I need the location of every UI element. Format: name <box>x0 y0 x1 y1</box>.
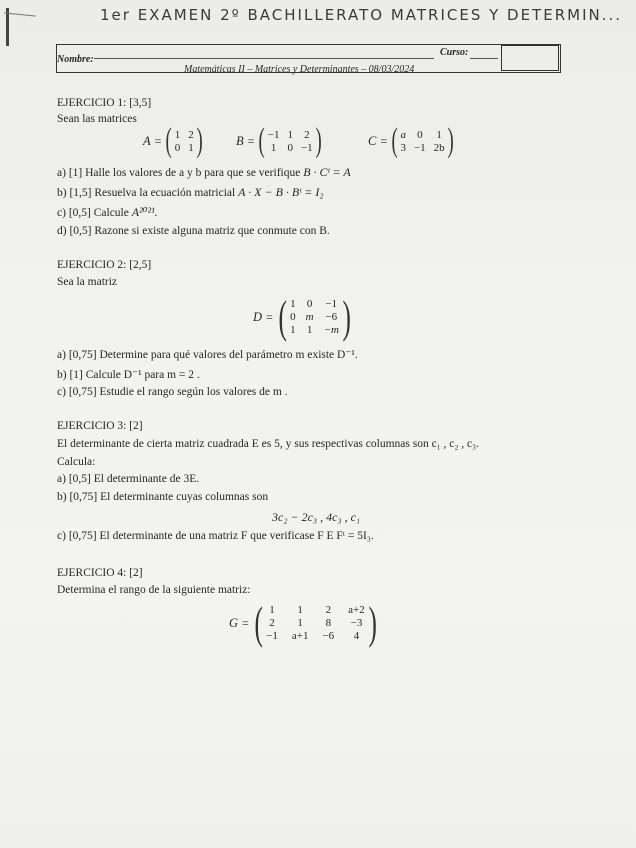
ej1-a <box>57 165 351 180</box>
matrix-cell: 8 <box>325 617 332 629</box>
matrix-cell: −1 <box>413 141 426 154</box>
ej2-b <box>57 367 200 381</box>
curso-rule <box>470 58 498 59</box>
item-marker: a) <box>57 473 66 485</box>
item-text: [0,75] El determinante de una matriz F que verificase F E Fᵗ = 5I₃. <box>68 530 374 542</box>
matrix-c-lparen: ( <box>391 122 398 159</box>
matrix-b-lparen: ( <box>258 122 266 159</box>
item-marker: a) <box>57 349 66 361</box>
matrix-d-lparen: ( <box>278 291 287 342</box>
matrix-g: G = ( 1 1 2 a+2 2 1 8 −3 −1 a+1 −6 4 ) <box>229 597 377 648</box>
matrix-cell: 0 <box>306 298 313 310</box>
matrix-b-label: B <box>236 133 244 148</box>
item-text: [1] Halle los valores de a y b para que se verifique <box>68 167 301 179</box>
item-marker: b) <box>57 369 67 381</box>
matrix-cell: 1 <box>269 604 275 616</box>
matrix-cell: 2b <box>433 141 445 154</box>
header-subtitle: Matemáticas II – Matrices y Determinantes – 08/03/2024 <box>184 64 415 75</box>
curso-box <box>501 45 559 71</box>
matrix-cell: −1 <box>300 141 313 154</box>
handwritten-title: 1er EXAMEN 2º BACHILLERATO MATRICES Y DETERMIN... <box>100 6 623 24</box>
matrix-cell: a <box>400 128 406 141</box>
matrix-c-rparen: ) <box>447 122 454 159</box>
ej3-a <box>57 473 199 485</box>
ej3-calcula: Calcula: <box>57 456 96 468</box>
matrix-cell: 4 <box>353 630 360 642</box>
matrix-g-label: G <box>229 615 239 630</box>
ej1-title: EJERCICIO 1: [3,5] <box>57 97 152 109</box>
matrix-cell: m <box>305 311 314 323</box>
matrix-cell: 1 <box>290 324 296 336</box>
matrix-c-label: C <box>368 133 377 148</box>
matrix-cell: 2 <box>188 128 194 141</box>
ej2-c <box>57 386 288 398</box>
matrix-cell: 1 <box>436 128 442 141</box>
item-formula: A · X − B · Bᵗ = I₂ <box>238 185 324 199</box>
ej3-b-formula: 3c₂ − 2c₃ , 4c₃ , c₁ <box>272 510 361 524</box>
ej3-title: EJERCICIO 3: [2] <box>57 420 143 432</box>
matrix-d: D = ( 1 0 −1 0 m −6 1 1 −m ) <box>253 291 351 342</box>
matrix-cell: 1 <box>270 141 277 154</box>
ej1-b <box>57 185 324 200</box>
matrix-cell: −1 <box>267 128 280 141</box>
matrix-a-grid <box>175 129 194 154</box>
item-text: [0,75] Estudie el rango según los valores de m . <box>68 386 288 398</box>
item-marker: b) <box>57 187 67 199</box>
ej4-title: EJERCICIO 4: [2] <box>57 567 143 579</box>
matrix-cell: 1 <box>290 298 296 310</box>
item-marker: b) <box>57 491 67 503</box>
matrix-cell: 2 <box>304 128 310 141</box>
matrix-cell: −6 <box>322 630 335 642</box>
item-text: [1,5] Resuelva la ecuación matricial <box>69 187 236 199</box>
item-marker: a) <box>57 167 66 179</box>
matrix-cell: 0 <box>287 141 293 154</box>
ej1-intro: Sean las matrices <box>57 113 137 125</box>
ej2-title: EJERCICIO 2: [2,5] <box>57 259 152 271</box>
ej2-intro: Sea la matriz <box>57 276 118 288</box>
matrix-cell: a+1 <box>291 630 309 642</box>
matrix-g-rparen: ) <box>368 597 377 648</box>
matrix-cell: 1 <box>297 617 303 629</box>
matrix-cell: −6 <box>325 311 338 323</box>
matrix-cell: 1 <box>188 141 194 154</box>
matrix-cell: 1 <box>287 128 293 141</box>
matrix-a-rparen: ) <box>196 122 203 159</box>
matrix-cell: a+2 <box>348 604 365 616</box>
matrix-a-label: A <box>143 133 151 148</box>
item-text: [0,75] Determine para qué valores del parámetro m existe D⁻¹. <box>68 349 358 361</box>
matrix-c: C = ( a 0 1 3 −1 2b ) <box>368 122 454 159</box>
matrix-cell: 0 <box>174 141 181 154</box>
matrix-g-lparen: ( <box>254 597 263 648</box>
matrix-cell: −m <box>323 324 339 336</box>
nombre-label: Nombre: <box>57 54 94 65</box>
item-formula: B · Cᵗ = A <box>303 165 351 179</box>
matrix-d-grid <box>290 298 339 336</box>
matrix-cell: 1 <box>297 604 303 616</box>
curso-label: Curso: <box>440 47 469 58</box>
ej2-a <box>57 347 358 361</box>
matrix-cell: 0 <box>290 311 296 323</box>
matrix-b-rparen: ) <box>315 122 322 159</box>
item-text: [0,5] Calcule <box>68 207 129 219</box>
matrix-cell: 1 <box>306 324 313 336</box>
matrix-a-lparen: ( <box>165 122 173 159</box>
nombre-rule <box>94 58 434 59</box>
item-text: [0,75] El determinante cuyas columnas son <box>69 491 269 503</box>
ej3-b <box>57 491 268 503</box>
matrix-cell: 0 <box>417 128 423 141</box>
item-marker: d) <box>57 225 67 237</box>
matrix-b-grid <box>268 129 313 154</box>
matrix-cell: −1 <box>325 298 338 310</box>
ej1-d <box>57 225 330 237</box>
matrix-d-rparen: ) <box>342 291 351 342</box>
matrix-cell: 2 <box>269 617 275 629</box>
matrix-d-label: D <box>253 309 263 324</box>
item-marker: c) <box>57 207 66 219</box>
matrix-c-grid <box>400 129 444 154</box>
matrix-cell: −1 <box>266 630 278 642</box>
matrix-g-grid <box>266 604 365 642</box>
item-marker: c) <box>57 386 66 398</box>
matrix-cell: −3 <box>350 617 363 629</box>
item-text: [1] Calcule D⁻¹ para m = 2 . <box>69 369 200 381</box>
ej3-intro: El determinante de cierta matriz cuadrada E es 5, y sus respectivas columnas son c₁ , c₂ , c₃. <box>57 438 480 450</box>
ej1-c <box>57 205 158 220</box>
matrix-cell: 2 <box>325 604 332 616</box>
ej3-c <box>57 530 374 542</box>
item-formula: A²⁰²¹. <box>131 205 158 219</box>
matrix-cell: 3 <box>400 141 406 154</box>
item-marker: c) <box>57 530 66 542</box>
item-text: [0,5] El determinante de 3E. <box>68 473 200 485</box>
matrix-cell: 1 <box>174 128 181 141</box>
item-text: [0,5] Razone si existe alguna matriz que conmute con B. <box>69 225 330 237</box>
ej4-intro: Determina el rango de la siguiente matriz: <box>57 584 251 596</box>
matrix-b: B = ( −1 1 2 1 0 −1 ) <box>236 122 322 159</box>
matrix-a: A = ( 1 2 0 1 ) <box>143 122 203 159</box>
